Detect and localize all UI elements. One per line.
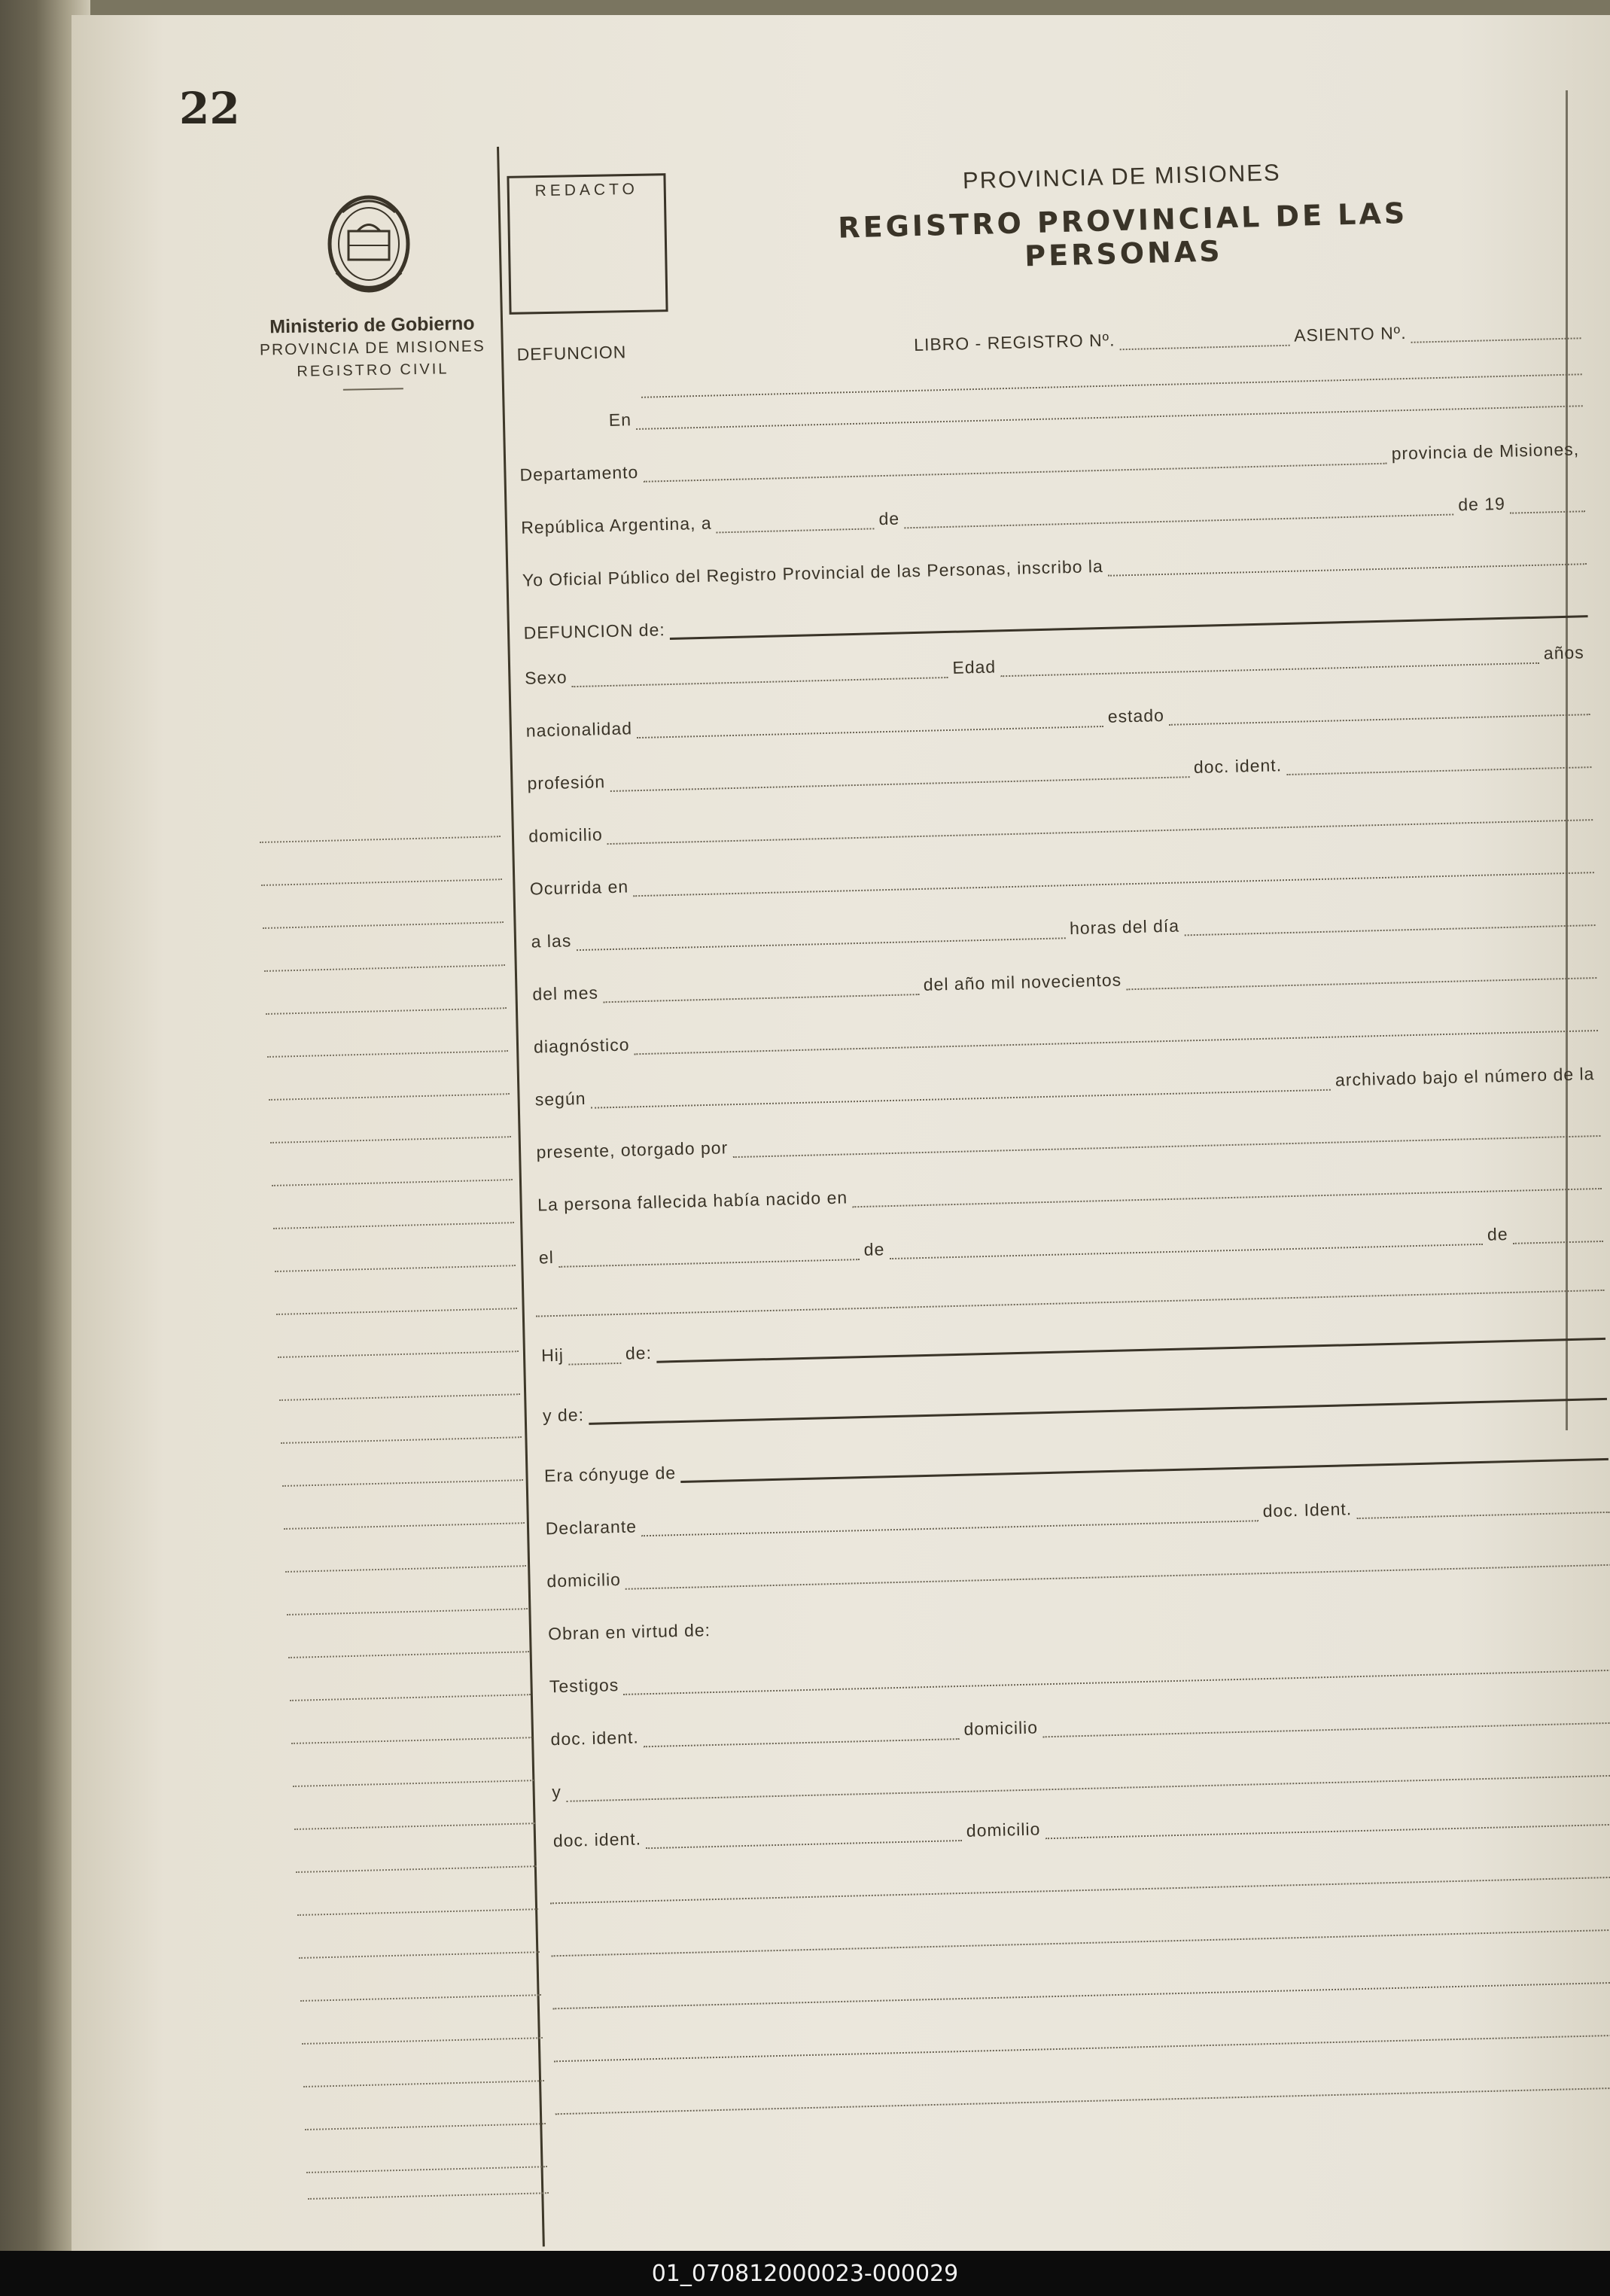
edad-label: Edad [952, 656, 997, 678]
horas-del-dia-label: horas del día [1069, 915, 1180, 939]
anos-label: años [1543, 642, 1585, 663]
declarante-domicilio-label: domicilio [546, 1569, 622, 1591]
de-label: de [878, 508, 900, 529]
departamento-label: Departamento [519, 461, 639, 485]
ministry-block [248, 312, 498, 392]
presente-label: presente, otorgado por [536, 1137, 729, 1162]
header-registry: REGISTRO PROVINCIAL DE LAS PERSONAS [837, 196, 1408, 273]
hij-label: Hij [540, 1344, 565, 1366]
ocurrida-label: Ocurrida en [529, 876, 629, 899]
doc-ident-label: doc. ident. [1193, 755, 1283, 778]
hij-de-label: de: [625, 1342, 653, 1363]
y-de-label: y de: [542, 1405, 585, 1426]
del-mes-label: del mes [532, 982, 599, 1004]
image-caption: 01_070812000023-000029 [0, 2251, 1610, 2296]
declarante-doc-label: doc. Ident. [1262, 1499, 1353, 1521]
de-19-label: de 19 [1458, 493, 1506, 515]
testigo-2-doc-label: doc. ident. [552, 1829, 642, 1851]
provincial-seal-icon [320, 190, 418, 303]
entry-label: ASIENTO Nº. [1293, 322, 1407, 346]
provincia-label: provincia de Misiones, [1391, 439, 1580, 464]
diagnostico-label: diagnóstico [533, 1034, 630, 1057]
a-las-label: a las [531, 930, 572, 952]
archivado-label: archivado bajo el número de la [1335, 1064, 1595, 1090]
nacido-en-label: La persona fallecida había nacido en [537, 1187, 848, 1215]
el-label: el [538, 1247, 555, 1268]
header-province: PROVINCIA DE MISIONES [962, 159, 1282, 194]
birth-de-2-label: de [1487, 1224, 1508, 1244]
defuncion-de-label: DEFUNCION de: [523, 620, 666, 643]
book-label: LIBRO - REGISTRO Nº. [913, 330, 1115, 355]
testigos-label: Testigos [549, 1675, 619, 1697]
hij-suffix-field[interactable] [568, 1357, 621, 1366]
redacto-stamp-box [507, 173, 668, 315]
nacionalidad-label: nacionalidad [525, 718, 633, 741]
testigo-2-domicilio-label: domicilio [966, 1819, 1041, 1841]
form-header [745, 154, 1500, 280]
segun-label: según [534, 1088, 586, 1110]
ministry-name: Ministerio de Gobierno [269, 312, 475, 338]
conyuge-label: Era cónyuge de [543, 1463, 677, 1486]
en-label: En [608, 410, 632, 430]
obran-label: Obran en virtud de: [547, 1620, 711, 1644]
testigo-1-doc-label: doc. ident. [550, 1727, 640, 1749]
declarante-label: Declarante [545, 1516, 638, 1539]
testigo-1-domicilio-label: domicilio [963, 1717, 1039, 1739]
ministry-province: PROVINCIA DE MISIONES [259, 337, 486, 359]
estado-label: estado [1107, 705, 1165, 726]
oficial-label: Yo Oficial Público del Registro Provincial de las Personas, inscribo la [522, 556, 1104, 590]
redacto-label: REDACTO [534, 180, 639, 200]
page-number: 22 [179, 83, 240, 134]
y-label: y [551, 1781, 562, 1802]
domicilio-label: domicilio [528, 824, 604, 846]
record-type-label: DEFUNCION [516, 342, 627, 364]
republica-label: República Argentina, a [520, 513, 712, 537]
del-ano-label: del año mil novecientos [923, 970, 1122, 994]
profesion-label: profesión [527, 772, 606, 793]
ministry-registry: REGISTRO CIVIL [297, 361, 449, 380]
sexo-label: Sexo [524, 667, 568, 688]
birth-de-label: de [863, 1239, 885, 1259]
